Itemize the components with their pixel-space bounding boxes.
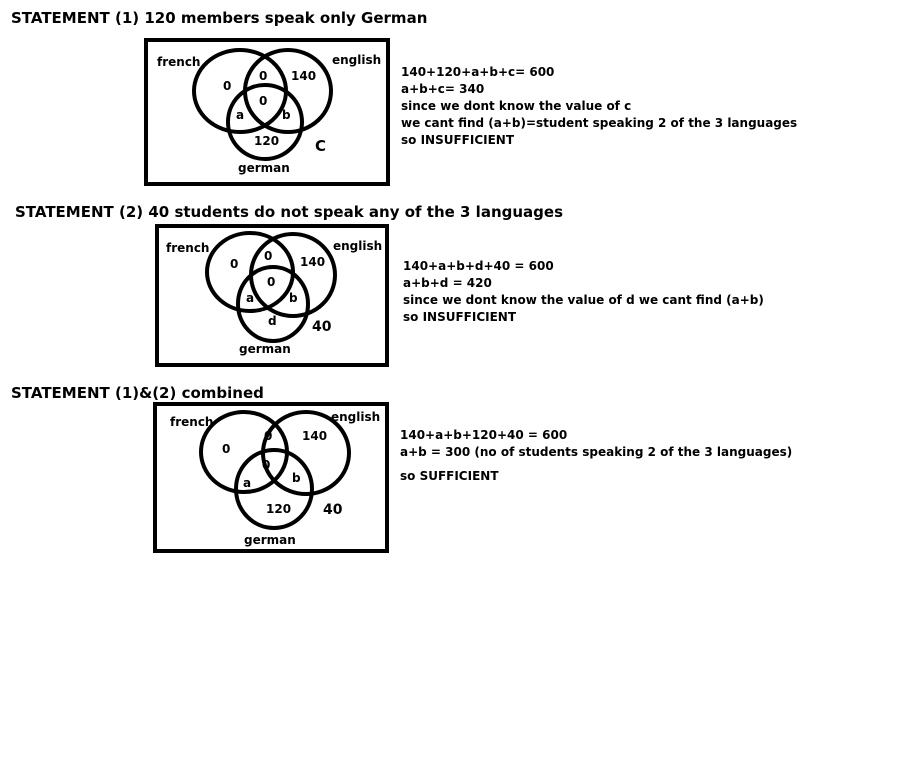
statement-1-notes: [401, 64, 797, 149]
statement-1-note: so INSUFFICIENT: [401, 133, 515, 147]
statement-3-notes: [400, 427, 792, 485]
statement-2-note: so INSUFFICIENT: [403, 310, 517, 324]
venn-3-french-english: 0: [264, 429, 273, 443]
venn-3-english-label: english: [331, 410, 381, 424]
venn-1-french-english: 0: [259, 69, 268, 83]
venn-1-german-only: 120: [254, 134, 280, 148]
venn-2-german-label: german: [239, 342, 291, 356]
statement-3-note: 140+a+b+120+40 = 600: [400, 428, 568, 442]
venn-3-french-label: french: [170, 415, 214, 429]
venn-1-german-label: german: [238, 161, 290, 175]
venn-1-french-label: french: [157, 55, 201, 69]
venn-2-center: 0: [267, 275, 276, 289]
venn-2-german-only: d: [268, 314, 277, 328]
venn-2-english-german: b: [289, 291, 298, 305]
venn-1-outside: C: [315, 137, 327, 155]
statement-2-note: 140+a+b+d+40 = 600: [403, 259, 554, 273]
venn-1-french-german: a: [236, 108, 245, 122]
statement-2-note: a+b+d = 420: [403, 276, 492, 290]
statement-1-note: since we dont know the value of c: [401, 99, 632, 113]
venn-3-german-only: 120: [266, 502, 292, 516]
venn-2-outside: 40: [312, 319, 332, 335]
statement-3-heading: STATEMENT (1)&(2) combined: [11, 384, 264, 402]
venn-diagram-3: [155, 404, 387, 551]
venn-diagram-1: [146, 40, 388, 184]
venn-3-outside: 40: [323, 502, 343, 518]
venn-3-german-label: german: [244, 533, 296, 547]
venn-diagram-2: [157, 226, 387, 365]
venn-3-french-german: a: [243, 476, 252, 490]
statement-3-note: a+b = 300 (no of students speaking 2 of the 3 languages): [400, 445, 793, 459]
venn-2-english-label: english: [333, 239, 383, 253]
statement-3-note: so SUFFICIENT: [400, 469, 499, 483]
statement-2-heading: STATEMENT (2) 40 students do not speak any of the 3 languages: [15, 203, 564, 221]
statement-2-note: since we dont know the value of d we cant find (a+b): [403, 293, 764, 307]
venn-2-french-only: 0: [230, 257, 239, 271]
venn-3-english-german: b: [292, 471, 301, 485]
venn-2-french-label: french: [166, 241, 210, 255]
venn-1-center: 0: [259, 94, 268, 108]
venn-1-english-only: 140: [291, 69, 317, 83]
statement-3-note: [400, 461, 792, 468]
venn-2-french-german: a: [246, 291, 255, 305]
statement-1-heading: STATEMENT (1) 120 members speak only German: [11, 9, 428, 27]
venn-3-center: 0: [262, 458, 271, 472]
venn-1-english-german: b: [282, 108, 291, 122]
venn-2-english-only: 140: [300, 255, 326, 269]
venn-1-english-label: english: [332, 53, 382, 67]
statement-1-note: 140+120+a+b+c= 600: [401, 65, 555, 79]
venn-3-french-only: 0: [222, 442, 231, 456]
venn-1-french-only: 0: [223, 79, 232, 93]
statement-1-note: a+b+c= 340: [401, 82, 485, 96]
statement-1-note: we cant find (a+b)=student speaking 2 of the 3 languages: [401, 116, 798, 130]
venn-3-english-circle: [263, 412, 349, 494]
venn-2-french-english: 0: [264, 249, 273, 263]
statement-2-notes: [403, 258, 764, 326]
venn-3-english-only: 140: [302, 429, 328, 443]
